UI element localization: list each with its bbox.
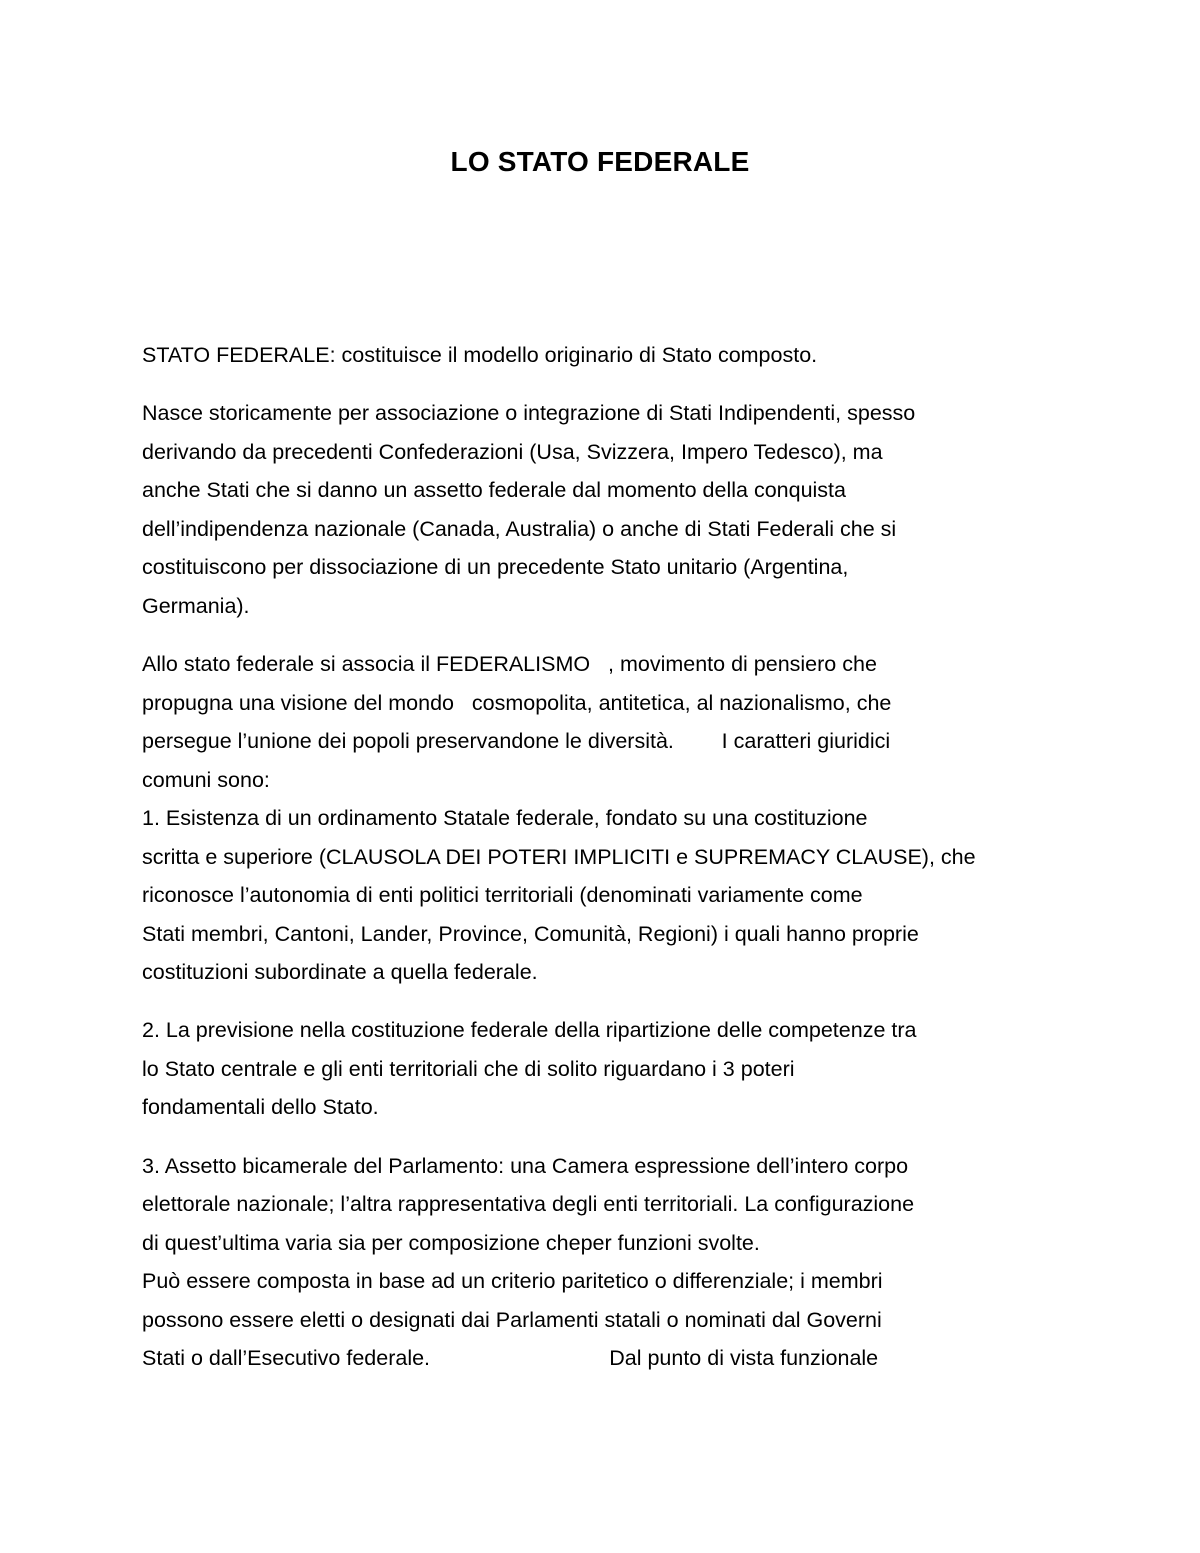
- text-line: di quest’ultima varia sia per composizione cheper funzioni svolte.: [142, 1231, 760, 1255]
- text-line: costituzioni subordinate a quella federale.: [142, 960, 538, 984]
- text-line: 2. La previsione nella costituzione federale della ripartizione delle competenze tra: [142, 1018, 917, 1042]
- text-line: Stati membri, Cantoni, Lander, Province, Comunità, Regioni) i quali hanno proprie: [142, 922, 919, 946]
- text-line: anche Stati che si danno un assetto federale dal momento della conquista: [142, 478, 846, 502]
- document-title: LO STATO FEDERALE: [450, 146, 750, 177]
- text-line: lo Stato centrale e gli enti territoriali che di solito riguardano i 3 poteri: [142, 1057, 795, 1081]
- text-line: propugna una visione del mondo cosmopolita, antitetica, al nazionalismo, che: [142, 691, 892, 715]
- text-line: riconosce l’autonomia di enti politici territoriali (denominati variamente come: [142, 883, 863, 907]
- text-line: Nasce storicamente per associazione o integrazione di Stati Indipendenti, spesso: [142, 401, 916, 425]
- text-line: Stati o dall’Esecutivo federale. Dal punto di vista funzionale: [142, 1346, 879, 1370]
- text-line: costituiscono per dissociazione di un precedente Stato unitario (Argentina,: [142, 555, 849, 579]
- text-line: persegue l’unione dei popoli preservandone le diversità. I caratteri giuridici: [142, 729, 891, 753]
- text-line: elettorale nazionale; l’altra rappresentativa degli enti territoriali. La configurazione: [142, 1192, 915, 1216]
- text-line: Allo stato federale si associa il FEDERALISMO , movimento di pensiero che: [142, 652, 877, 676]
- text-line: fondamentali dello Stato.: [142, 1095, 379, 1119]
- text-line: 3. Assetto bicamerale del Parlamento: una Camera espressione dell’intero corpo: [142, 1154, 909, 1178]
- text-line: possono essere eletti o designati dai Parlamenti statali o nominati dal Governi: [142, 1308, 882, 1332]
- text-line: STATO FEDERALE: costituisce il modello originario di Stato composto.: [142, 343, 818, 367]
- text-line: derivando da precedenti Confederazioni (Usa, Svizzera, Impero Tedesco), ma: [142, 440, 883, 464]
- text-line: dell’indipendenza nazionale (Canada, Australia) o anche di Stati Federali che si: [142, 517, 897, 541]
- text-line: Può essere composta in base ad un criterio paritetico o differenziale; i membri: [142, 1269, 883, 1293]
- text-line: 1. Esistenza di un ordinamento Statale federale, fondato su una costituzione: [142, 806, 868, 830]
- text-line: Germania).: [142, 594, 250, 618]
- text-line: comuni sono:: [142, 768, 270, 792]
- text-line: scritta e superiore (CLAUSOLA DEI POTERI IMPLICITI e SUPREMACY CLAUSE), che: [142, 845, 976, 869]
